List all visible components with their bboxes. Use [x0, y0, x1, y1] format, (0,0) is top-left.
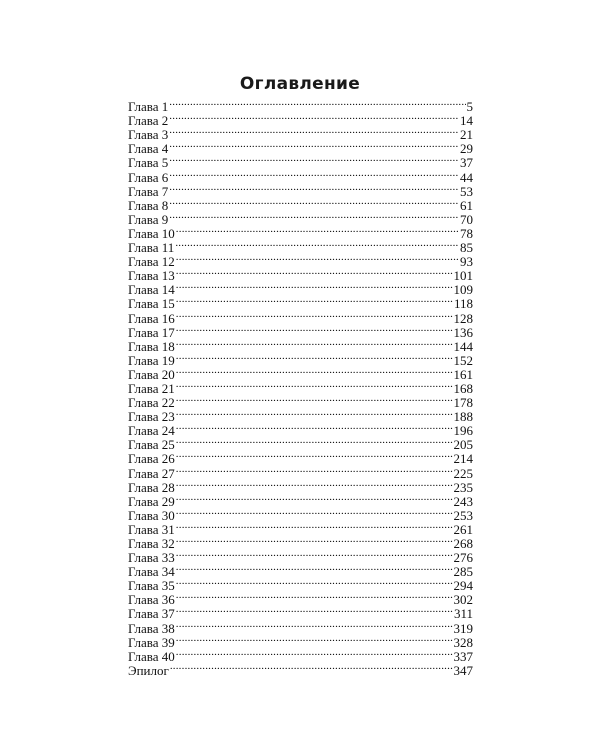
toc-dot-leader	[176, 435, 453, 449]
toc-entry-label: Глава 13	[128, 268, 175, 284]
toc-entry-label: Глава 17	[128, 324, 175, 340]
toc-entry-page-number: 319	[453, 620, 473, 636]
toc-dot-leader	[176, 421, 453, 435]
toc-dot-leader	[176, 618, 453, 632]
toc-entry-label: Глава 31	[128, 521, 175, 537]
toc-dot-leader	[176, 534, 453, 548]
toc-dot-leader	[176, 266, 453, 280]
toc-entry-label: Глава 23	[128, 409, 175, 425]
toc-dot-leader	[176, 604, 453, 618]
toc-entry[interactable]	[128, 393, 473, 411]
toc-entry-label: Глава 20	[128, 366, 175, 382]
toc-entry[interactable]	[128, 379, 473, 396]
toc-entry-page-number: 276	[453, 550, 473, 566]
toc-entry-page-number: 285	[453, 564, 473, 580]
toc-entry[interactable]	[128, 365, 473, 382]
toc-dot-leader	[176, 224, 459, 238]
toc-entry-label: Глава 36	[128, 592, 175, 608]
toc-entry[interactable]	[128, 97, 473, 115]
toc-entry-page-number: 225	[453, 465, 473, 481]
toc-entry[interactable]	[128, 407, 473, 425]
toc-entry[interactable]	[128, 266, 473, 284]
toc-dot-leader	[169, 111, 459, 125]
toc-dot-leader	[175, 238, 459, 252]
toc-dot-leader	[169, 182, 459, 196]
toc-dot-leader	[176, 280, 453, 294]
toc-entry-label: Глава 22	[128, 395, 175, 411]
toc-dot-leader	[176, 463, 453, 477]
toc-entry-label: Эпилог	[128, 662, 169, 678]
toc-list	[128, 97, 473, 678]
toc-entry[interactable]	[128, 661, 473, 678]
toc-entry-label: Глава 25	[128, 437, 175, 453]
toc-entry-page-number: 78	[460, 225, 473, 241]
toc-entry-page-number: 53	[460, 183, 473, 199]
toc-entry-label: Глава 21	[128, 380, 175, 396]
toc-dot-leader	[176, 379, 453, 393]
toc-entry-page-number: 70	[460, 211, 473, 227]
toc-entry-page-number: 128	[453, 310, 473, 326]
toc-entry-page-number: 29	[460, 141, 473, 157]
toc-entry-label: Глава 7	[128, 183, 169, 199]
toc-entry-page-number: 243	[453, 493, 473, 509]
toc-entry-label: Глава 32	[128, 536, 175, 551]
toc-entry-label: Глава 33	[128, 550, 175, 566]
toc-entry-label: Глава 9	[128, 211, 169, 227]
toc-entry-label: Глава 28	[128, 479, 175, 495]
toc-entry-label: Глава 35	[128, 578, 175, 594]
toc-entry[interactable]	[128, 323, 473, 340]
toc-dot-leader	[176, 449, 453, 463]
toc-dot-leader	[176, 252, 459, 266]
toc-dot-leader	[176, 633, 453, 647]
toc-entry-page-number: 268	[453, 536, 473, 551]
toc-entry-page-number: 261	[453, 521, 473, 537]
toc-entry-label: Глава 34	[128, 564, 175, 580]
toc-entry[interactable]	[128, 604, 473, 622]
toc-dot-leader	[169, 97, 465, 111]
toc-entry-page-number: 294	[453, 578, 473, 594]
toc-dot-leader	[176, 393, 453, 407]
toc-entry-label: Глава 12	[128, 254, 175, 270]
toc-dot-leader	[169, 125, 459, 139]
toc-entry-page-number: 5	[466, 99, 473, 115]
toc-entry-label: Глава 1	[128, 99, 169, 115]
toc-entry-label: Глава 24	[128, 423, 175, 439]
toc-entry[interactable]	[128, 463, 473, 481]
toc-dot-leader	[176, 548, 453, 562]
toc-dot-leader	[176, 647, 453, 661]
toc-entry-label: Глава 29	[128, 493, 175, 509]
toc-entry[interactable]	[128, 167, 473, 185]
toc-entry[interactable]	[128, 435, 473, 453]
toc-dot-leader	[169, 139, 459, 153]
toc-entry-label: Глава 6	[128, 169, 169, 185]
toc-entry-label: Глава 38	[128, 620, 175, 636]
toc-dot-leader	[176, 294, 453, 308]
toc-dot-leader	[176, 478, 453, 492]
toc-entry-label: Глава 15	[128, 296, 175, 312]
toc-entry[interactable]	[128, 449, 473, 467]
toc-entry[interactable]	[128, 238, 473, 256]
toc-entry-page-number: 101	[453, 268, 473, 284]
toc-entry-page-number: 347	[453, 662, 473, 678]
toc-entry-label: Глава 40	[128, 648, 175, 664]
toc-entry-page-number: 161	[453, 366, 473, 382]
toc-entry[interactable]	[128, 280, 473, 298]
toc-entry-label: Глава 5	[128, 155, 169, 171]
toc-entry-label: Глава 8	[128, 197, 169, 213]
toc-entry-page-number: 109	[453, 282, 473, 298]
toc-entry-page-number: 188	[453, 409, 473, 425]
toc-entry-label: Глава 19	[128, 352, 175, 368]
toc-entry[interactable]	[128, 633, 473, 650]
toc-entry-page-number: 14	[460, 113, 473, 129]
toc-entry-page-number: 205	[453, 437, 473, 453]
toc-entry-label: Глава 30	[128, 507, 175, 523]
toc-entry[interactable]	[128, 506, 473, 523]
toc-entry-page-number: 118	[453, 296, 473, 312]
toc-entry[interactable]	[128, 548, 473, 566]
toc-entry-page-number: 214	[453, 451, 473, 467]
toc-dot-leader	[170, 661, 453, 675]
toc-entry-label: Глава 10	[128, 225, 175, 241]
toc-entry[interactable]	[128, 492, 473, 509]
toc-entry-label: Глава 26	[128, 451, 175, 467]
toc-dot-leader	[176, 308, 453, 322]
toc-dot-leader	[176, 492, 453, 506]
toc-entry[interactable]	[128, 139, 473, 157]
toc-dot-leader	[176, 520, 453, 534]
toc-entry[interactable]	[128, 252, 473, 270]
toc-entry-page-number: 253	[453, 507, 473, 523]
toc-dot-leader	[176, 323, 453, 337]
toc-entry-page-number: 44	[460, 169, 473, 185]
toc-dot-leader	[169, 153, 459, 167]
toc-entry-label: Глава 27	[128, 465, 175, 481]
toc-entry[interactable]	[128, 576, 473, 594]
toc-entry[interactable]	[128, 111, 473, 129]
toc-dot-leader	[176, 562, 453, 576]
toc-entry-page-number: 37	[460, 155, 473, 171]
toc-entry[interactable]	[128, 153, 473, 171]
toc-entry-label: Глава 39	[128, 634, 175, 650]
toc-dot-leader	[176, 590, 453, 604]
toc-entry-page-number: 152	[453, 352, 473, 368]
toc-dot-leader	[169, 210, 459, 224]
toc-entry[interactable]	[128, 534, 473, 551]
toc-entry[interactable]	[128, 520, 473, 537]
toc-entry-page-number: 235	[453, 479, 473, 495]
toc-entry-page-number: 168	[453, 380, 473, 396]
toc-entry[interactable]	[128, 478, 473, 495]
toc-entry-page-number: 311	[453, 606, 473, 622]
toc-entry-page-number: 178	[453, 395, 473, 411]
toc-entry-label: Глава 37	[128, 606, 175, 622]
toc-dot-leader	[176, 351, 453, 365]
toc-entry-page-number: 85	[460, 240, 473, 256]
toc-entry-label: Глава 18	[128, 338, 175, 354]
toc-entry[interactable]	[128, 196, 473, 213]
toc-dot-leader	[176, 506, 453, 520]
toc-entry[interactable]	[128, 562, 473, 580]
toc-entry[interactable]	[128, 308, 473, 326]
toc-title: Оглавление	[239, 74, 361, 94]
toc-entry[interactable]	[128, 618, 473, 636]
toc-entry-page-number: 61	[460, 197, 473, 213]
toc-entry-label: Глава 4	[128, 141, 169, 157]
toc-entry[interactable]	[128, 224, 473, 241]
toc-dot-leader	[169, 196, 459, 210]
toc-entry-label: Глава 3	[128, 127, 169, 143]
toc-entry-label: Глава 11	[128, 240, 175, 256]
toc-entry-page-number: 302	[453, 592, 473, 608]
toc-entry[interactable]	[128, 421, 473, 439]
toc-entry-page-number: 328	[453, 634, 473, 650]
toc-dot-leader	[176, 365, 453, 379]
toc-dot-leader	[176, 576, 453, 590]
toc-entry[interactable]	[128, 294, 473, 312]
toc-entry[interactable]	[128, 125, 473, 143]
toc-entry-label: Глава 14	[128, 282, 175, 298]
toc-dot-leader	[176, 407, 453, 421]
toc-entry[interactable]	[128, 647, 473, 664]
toc-entry[interactable]	[128, 337, 473, 354]
toc-dot-leader	[169, 167, 459, 181]
toc-dot-leader	[176, 337, 453, 351]
toc-entry-page-number: 21	[460, 127, 473, 143]
toc-entry[interactable]	[128, 351, 473, 368]
toc-entry[interactable]	[128, 182, 473, 199]
toc-entry-page-number: 144	[453, 338, 473, 354]
toc-entry-label: Глава 2	[128, 113, 169, 129]
toc-entry-page-number: 136	[453, 324, 473, 340]
toc-entry[interactable]	[128, 210, 473, 227]
toc-entry-page-number: 337	[453, 648, 473, 664]
toc-entry-page-number: 93	[460, 254, 473, 270]
toc-entry[interactable]	[128, 590, 473, 608]
toc-entry-label: Глава 16	[128, 310, 175, 326]
toc-entry-page-number: 196	[453, 423, 473, 439]
